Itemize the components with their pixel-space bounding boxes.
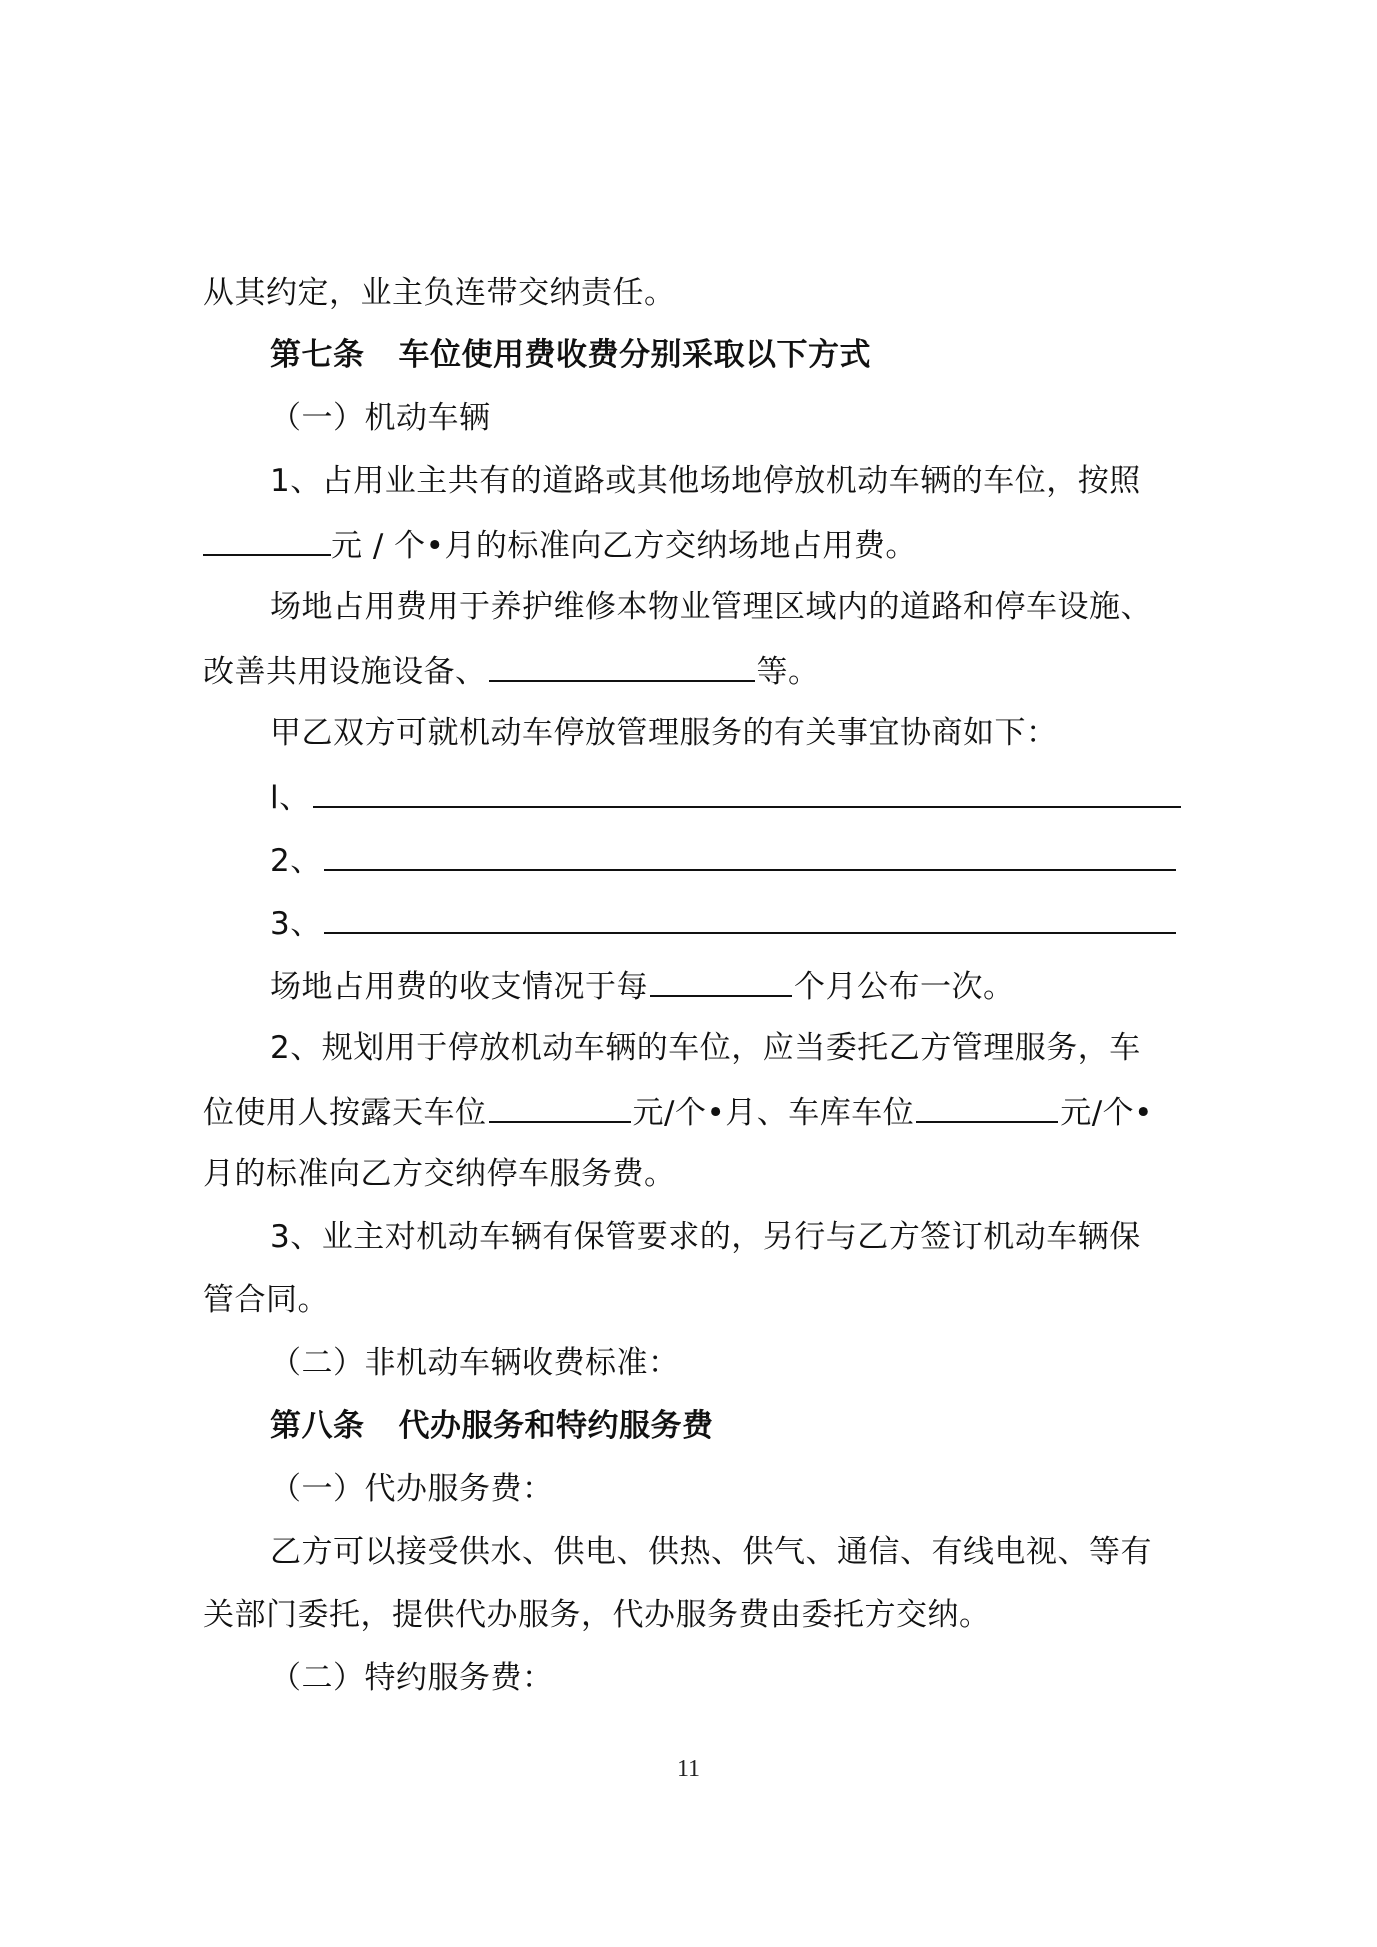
paragraph-line: 2、规划用于停放机动车辆的车位，应当委托乙方管理服务，车 bbox=[270, 1030, 1141, 1066]
fill-in-blank[interactable] bbox=[489, 650, 755, 682]
article-number: 第七条 bbox=[270, 337, 365, 373]
paragraph-line bbox=[203, 650, 1183, 690]
list-item-number: l、 bbox=[270, 780, 311, 816]
paragraph-text: 场地占用费的收支情况于每 bbox=[270, 969, 648, 1005]
fill-in-blank[interactable] bbox=[650, 965, 792, 997]
paragraph-line: 关部门委托，提供代办服务，代办服务费由委托方交纳。 bbox=[203, 1597, 991, 1633]
fill-in-blank[interactable] bbox=[203, 524, 331, 556]
paragraph-line: 1、占用业主共有的道路或其他场地停放机动车辆的车位，按照 bbox=[270, 463, 1141, 499]
paragraph-line: 管合同。 bbox=[203, 1282, 329, 1318]
paragraph-text: 个月公布一次。 bbox=[794, 969, 1015, 1005]
list-item bbox=[270, 902, 1183, 942]
paragraph-text: 元/个•月、车库车位 bbox=[632, 1095, 915, 1131]
fill-in-blank[interactable] bbox=[324, 839, 1176, 871]
paragraph-line: 月的标准向乙方交纳停车服务费。 bbox=[203, 1156, 676, 1192]
section-heading: （一）代办服务费： bbox=[270, 1471, 554, 1507]
article-8-heading bbox=[270, 1406, 1183, 1446]
article-title: 车位使用费收费分别采取以下方式 bbox=[398, 337, 871, 373]
page-number: 11 bbox=[676, 1756, 701, 1782]
fill-in-blank[interactable] bbox=[489, 1091, 631, 1123]
paragraph-text: 改善共用设施设备、 bbox=[203, 654, 487, 690]
paragraph-line bbox=[203, 524, 1183, 564]
list-item-number: 3、 bbox=[270, 906, 322, 942]
list-item-number: 2、 bbox=[270, 843, 322, 879]
paragraph-text: 元 / 个•月的标准向乙方交纳场地占用费。 bbox=[331, 528, 917, 564]
fill-in-blank[interactable] bbox=[313, 776, 1181, 808]
section-heading: （一）机动车辆 bbox=[270, 400, 491, 436]
paragraph-line bbox=[270, 965, 1183, 1005]
paragraph-line: 甲乙双方可就机动车停放管理服务的有关事宜协商如下： bbox=[270, 715, 1058, 751]
paragraph-line: 3、业主对机动车辆有保管要求的，另行与乙方签订机动车辆保 bbox=[270, 1219, 1141, 1255]
paragraph-text: 等。 bbox=[756, 654, 820, 690]
article-number: 第八条 bbox=[270, 1408, 365, 1444]
list-item bbox=[270, 776, 1183, 816]
paragraph-line bbox=[203, 1091, 1183, 1131]
fill-in-blank[interactable] bbox=[916, 1091, 1058, 1123]
article-7-heading bbox=[270, 335, 1183, 375]
list-item bbox=[270, 839, 1183, 879]
section-heading: （二）特约服务费： bbox=[270, 1660, 554, 1696]
paragraph-line: 从其约定，业主负连带交纳责任。 bbox=[203, 275, 676, 311]
section-heading: （二）非机动车辆收费标准： bbox=[270, 1345, 680, 1381]
paragraph-text: 位使用人按露天车位 bbox=[203, 1095, 487, 1131]
paragraph-line: 场地占用费用于养护维修本物业管理区域内的道路和停车设施、 bbox=[270, 589, 1152, 625]
paragraph-text: 元/个• bbox=[1060, 1095, 1153, 1131]
fill-in-blank[interactable] bbox=[324, 902, 1176, 934]
paragraph-line: 乙方可以接受供水、供电、供热、供气、通信、有线电视、等有 bbox=[270, 1534, 1152, 1570]
article-title: 代办服务和特约服务费 bbox=[398, 1408, 714, 1444]
